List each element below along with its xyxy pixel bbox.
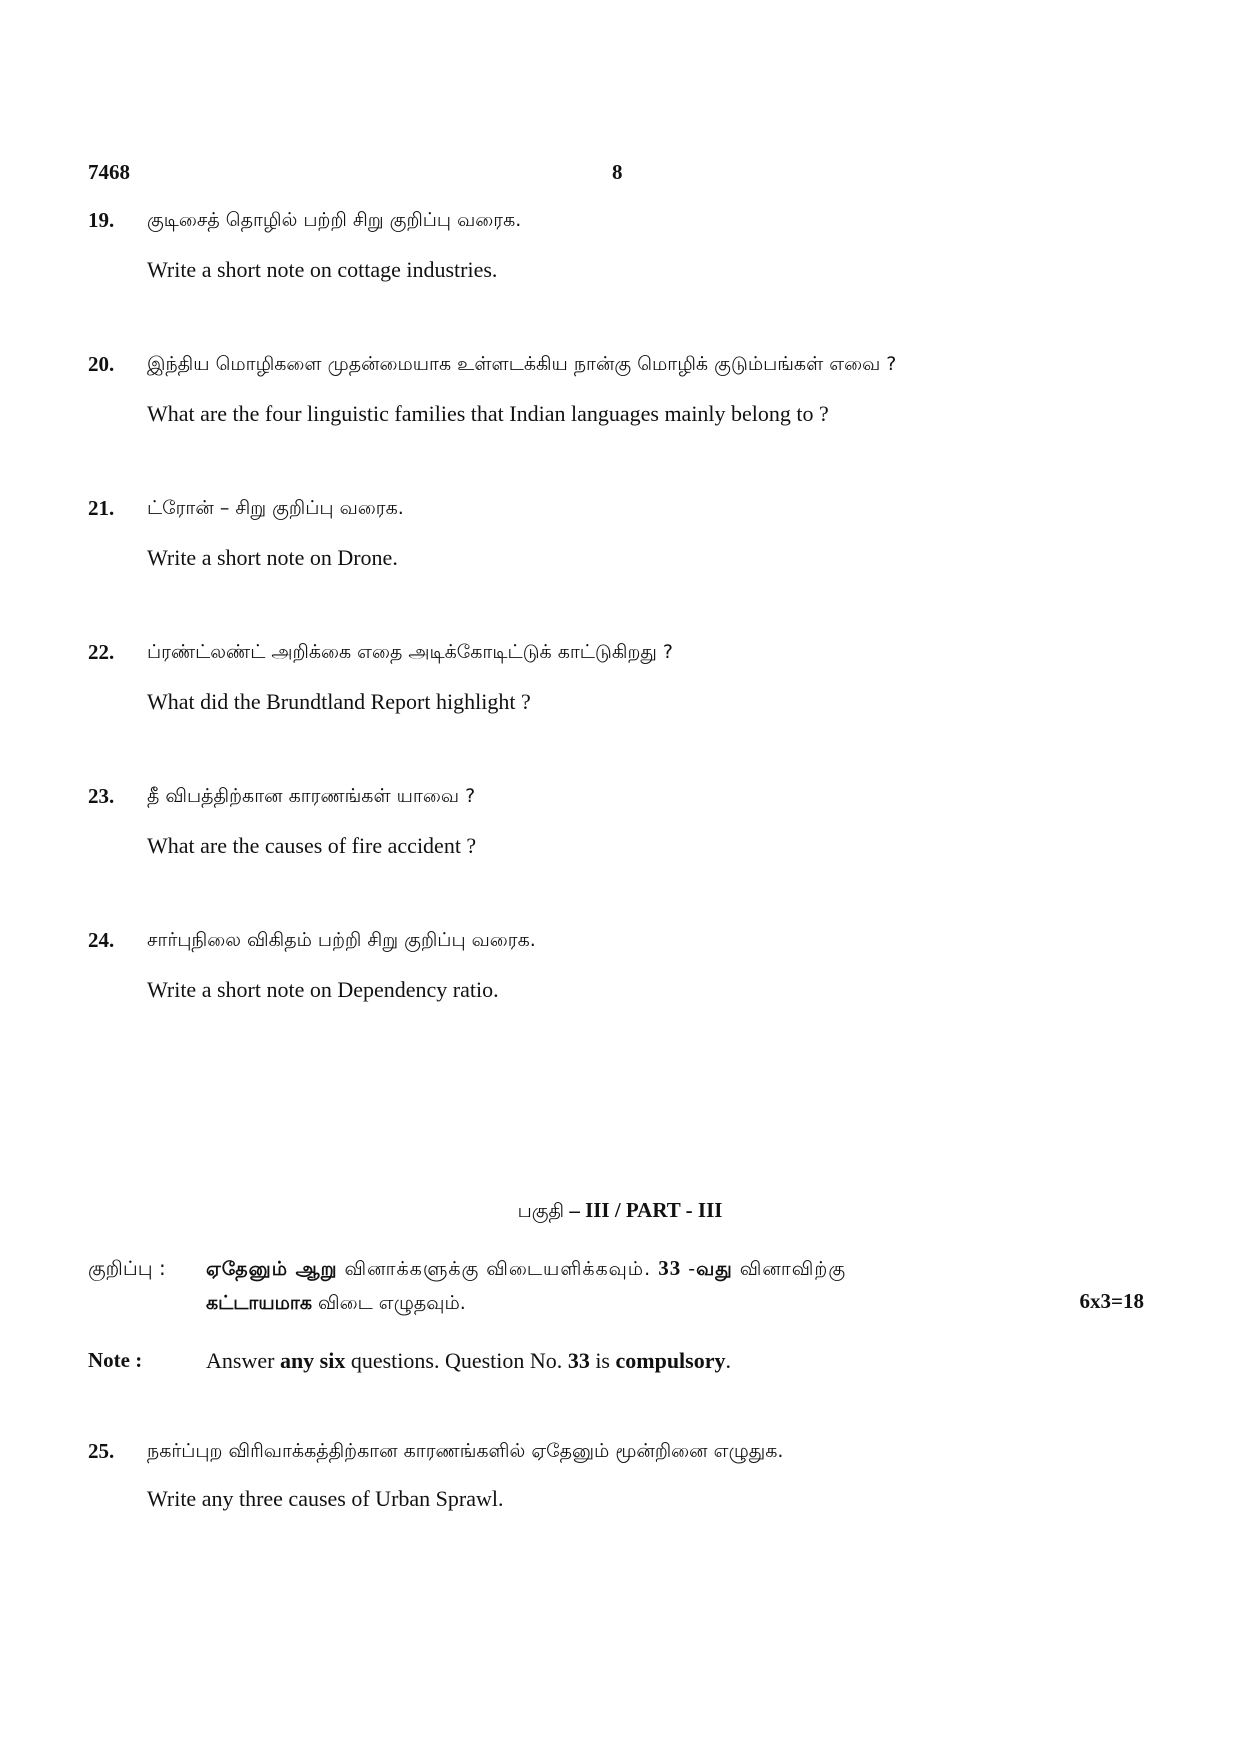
page-number: 8 (612, 160, 623, 184)
note-text: விடை எழுதவும். (311, 1292, 466, 1314)
question-text-english: Write a short note on Drone. (147, 545, 398, 570)
part-heading (0, 1198, 1240, 1225)
question-text-tamil: தீ விபத்திற்கான காரணங்கள் யாவை ? (147, 785, 476, 807)
note-emphasis: any six (279, 1348, 346, 1373)
note-text-tamil-line2 (206, 1292, 466, 1317)
question-text-english: Write a short note on Dependency ratio. (147, 977, 499, 1002)
note-label-tamil: குறிப்பு : (88, 1256, 166, 1280)
note-emphasis: வது (696, 1258, 733, 1280)
note-text: வினாக்களுக்கு விடையளிக்கவும். (337, 1258, 659, 1280)
question-text-tamil: நகர்ப்புற விரிவாக்கத்திற்கான காரணங்களில் ஏதேனும் மூன்றினை எழுதுக. (147, 1440, 784, 1462)
paper-code: 7468 (88, 160, 130, 184)
note-emphasis: 33 (658, 1256, 682, 1280)
note-text-english (206, 1348, 731, 1374)
question-number: 19. (88, 208, 115, 232)
question-number: 21. (88, 496, 115, 520)
question-text-tamil: ட்ரோன் – சிறு குறிப்பு வரைக. (147, 497, 404, 519)
note-text: is (589, 1348, 616, 1373)
question-text-tamil: ப்ரண்ட்லண்ட் அறிக்கை எதை அடிக்கோடிட்டுக் காட்டுகிறது ? (147, 641, 673, 663)
question-number: 22. (88, 640, 115, 664)
note-emphasis: கட்டாயமாக (206, 1292, 312, 1314)
question-text-english: Write any three causes of Urban Sprawl. (147, 1486, 504, 1511)
note-text: . (725, 1348, 731, 1373)
question-text-english: What are the causes of fire accident ? (147, 833, 477, 858)
note-emphasis: compulsory (615, 1348, 726, 1373)
question-number: 24. (88, 928, 115, 952)
question-text-tamil: குடிசைத் தொழில் பற்றி சிறு குறிப்பு வரைக. (147, 209, 522, 231)
note-emphasis: ஏதேனும் ஆறு (206, 1258, 338, 1280)
note-emphasis: 33 (567, 1348, 590, 1373)
question-number: 20. (88, 352, 115, 376)
part-heading-tamil: பகுதி (517, 1200, 565, 1222)
question-number: 25. (88, 1439, 115, 1463)
note-text: - (681, 1258, 697, 1280)
note-text-tamil-line1 (206, 1256, 846, 1283)
part-heading-separator: – (564, 1198, 586, 1222)
note-label-english: Note : (88, 1348, 143, 1372)
question-text-tamil: இந்திய மொழிகளை முதன்மையாக உள்ளடக்கிய நான்கு மொழிக் குடும்பங்கள் எவை ? (147, 353, 897, 375)
part-heading-english: III / PART - III (585, 1198, 723, 1222)
marks-allocation: 6x3=18 (1079, 1289, 1144, 1313)
note-text: Answer (206, 1348, 280, 1373)
question-text-english: Write a short note on cottage industries. (147, 257, 498, 282)
question-text-english: What are the four linguistic families that Indian languages mainly belong to ? (147, 401, 829, 426)
question-text-english: What did the Brundtland Report highlight ? (147, 689, 531, 714)
question-number: 23. (88, 784, 115, 808)
question-text-tamil: சார்புநிலை விகிதம் பற்றி சிறு குறிப்பு வரைக. (147, 929, 536, 951)
note-text: வினாவிற்கு (732, 1258, 847, 1280)
note-text: questions. Question No. (345, 1348, 568, 1373)
